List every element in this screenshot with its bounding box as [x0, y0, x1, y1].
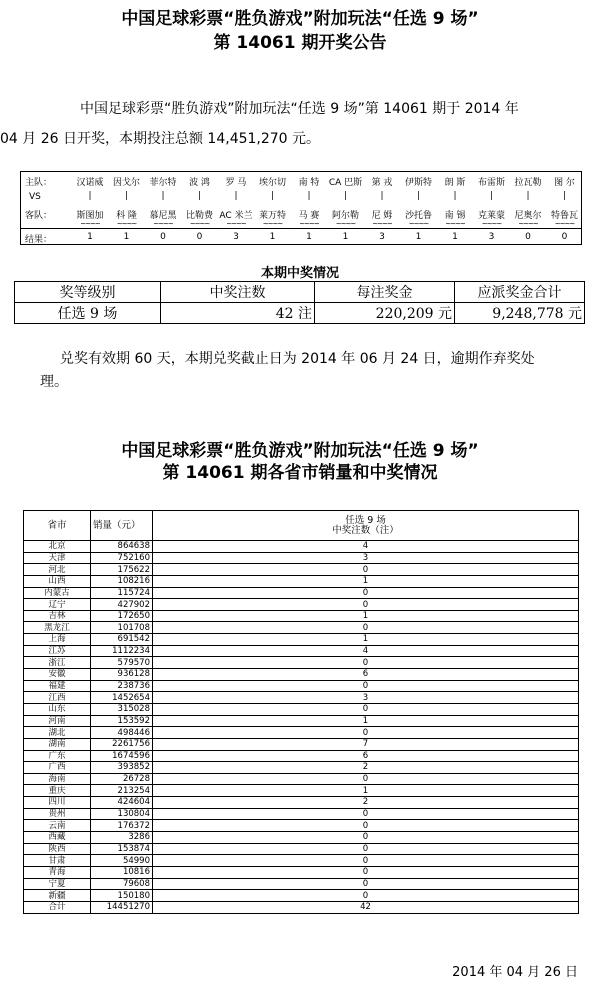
away-team: 南 锡 [444, 211, 466, 221]
vs-mark: | [562, 191, 567, 201]
table-row [24, 878, 579, 890]
wins-value: 0 [153, 564, 579, 576]
province-name: 重庆 [24, 785, 91, 797]
away-team: AC 米兰 [219, 211, 253, 221]
home-team: 罗 马 [225, 178, 247, 188]
team-dashes: ~~~~ [226, 220, 246, 228]
match-result: 0 [525, 232, 531, 242]
sales-value: 54990 [91, 855, 153, 867]
home-team: 波 鸿 [189, 178, 210, 188]
table-row [24, 610, 579, 622]
vs-row-label: VS [29, 192, 41, 202]
vs-mark: | [343, 191, 348, 201]
sales-value: 176372 [91, 820, 153, 832]
sales-value: 579570 [91, 657, 153, 669]
home-team: 布雷斯 [477, 178, 505, 188]
wins-value: 0 [153, 599, 579, 611]
province-name: 湖南 [24, 738, 91, 750]
province-name: 合计 [24, 901, 91, 913]
table-row [24, 762, 579, 774]
match-result: 1 [342, 232, 349, 242]
away-team: 沙托鲁 [404, 211, 432, 221]
table-row [24, 645, 579, 657]
vs-mark: | [88, 191, 92, 201]
away-row-label: 客队： [25, 211, 53, 221]
match-result: 1 [123, 232, 130, 242]
winning-bets-header: 中奖注数 [161, 282, 315, 303]
wins-value: 7 [153, 738, 579, 750]
table-row [24, 855, 579, 867]
table-row [24, 657, 579, 669]
result-row-label: 结果： [25, 235, 53, 245]
home-team: 图 尔 [554, 178, 575, 188]
table-row [24, 785, 579, 797]
province-name: 西藏 [24, 832, 91, 844]
province-table-header-row [24, 511, 579, 541]
team-dashes: ~~~~ [153, 220, 173, 228]
match-result: 1 [269, 232, 276, 242]
wins-value: 1 [153, 634, 579, 646]
wins-value: 3 [153, 552, 579, 564]
sales-value: 1674596 [91, 750, 153, 762]
home-team: 菲尔特 [149, 178, 177, 188]
wins-value: 0 [153, 808, 579, 820]
province-name: 山东 [24, 703, 91, 715]
vs-mark: | [161, 191, 165, 201]
table-row [24, 669, 579, 681]
wins-header-line-1: 任选 9 场 [345, 514, 386, 526]
sales-value: 427902 [91, 599, 153, 611]
table-row [24, 832, 579, 844]
claim-notice-line-2: 理。 [40, 374, 68, 390]
table-row [24, 634, 579, 646]
vs-mark: | [234, 191, 238, 201]
home-team: 拉瓦勒 [514, 178, 542, 188]
away-team: 莱万特 [258, 211, 286, 221]
wins-value: 0 [153, 773, 579, 785]
match-result: 0 [196, 232, 203, 242]
province-name: 云南 [24, 820, 91, 832]
table-row [24, 564, 579, 576]
match-result: 1 [87, 232, 93, 242]
wins-value: 0 [153, 657, 579, 669]
wins-header-line-2: 中奖注数（注） [332, 524, 399, 536]
away-team: 阿尔勒 [331, 211, 359, 221]
home-team: 朗 斯 [444, 178, 466, 188]
table-row [24, 738, 579, 750]
province-name: 青海 [24, 866, 91, 878]
home-team: 汉诺威 [76, 178, 104, 188]
wins-value: 1 [153, 610, 579, 622]
prize-level-value: 任选 9 场 [15, 303, 161, 324]
wins-value: 1 [153, 785, 579, 797]
match-result: 0 [160, 232, 166, 242]
wins-value: 0 [153, 622, 579, 634]
announcement-title: 中国足球彩票“胜负游戏”附加玩法“任选 9 场” [121, 9, 479, 29]
prize-level-header: 奖等级别 [15, 282, 161, 303]
prize-summary-data-row [15, 303, 585, 324]
wins-value: 42 [153, 901, 579, 913]
wins-value: 0 [153, 855, 579, 867]
wins-value: 3 [153, 692, 579, 704]
province-name: 北京 [24, 541, 91, 553]
table-row [24, 541, 579, 553]
wins-value: 0 [153, 832, 579, 844]
table-row [24, 703, 579, 715]
prize-summary-title: 本期中奖情况 [260, 266, 339, 281]
table-row [24, 622, 579, 634]
province-section-subtitle: 第 14061 期各省市销量和中奖情况 [162, 463, 438, 483]
team-dashes: ~~~~ [335, 220, 356, 228]
announcement-subtitle: 第 14061 期开奖公告 [213, 33, 387, 53]
announcement-date: 2014 年 04 月 26 日 [452, 965, 578, 980]
table-row [24, 680, 579, 692]
total-payout-header: 应派奖金合计 [455, 282, 585, 303]
match-result: 1 [452, 232, 458, 242]
home-team: 南 特 [298, 178, 320, 188]
match-result: 3 [379, 232, 385, 242]
wins-value: 4 [153, 645, 579, 657]
table-row [24, 587, 579, 599]
wins-value: 2 [153, 762, 579, 774]
table-row [24, 866, 579, 878]
prize-summary-header-row [15, 282, 585, 303]
table-row [24, 715, 579, 727]
province-name: 新疆 [24, 890, 91, 902]
sales-value: 691542 [91, 634, 153, 646]
intro-line-1: 中国足球彩票“胜负游戏”附加玩法“任选 9 场”第 14061 期于 2014 年 [80, 101, 519, 117]
province-name: 上海 [24, 634, 91, 646]
intro-paragraph [0, 94, 590, 154]
province-name: 山西 [24, 575, 91, 587]
province-name: 广西 [24, 762, 91, 774]
wins-header [153, 511, 579, 541]
province-name: 河北 [24, 564, 91, 576]
vs-mark: | [526, 191, 530, 201]
sales-value: 153874 [91, 843, 153, 855]
match-result: 3 [233, 232, 239, 242]
table-row [24, 808, 579, 820]
vs-mark: | [489, 191, 494, 201]
team-dashes: ~~~~ [408, 220, 429, 228]
wins-value: 0 [153, 727, 579, 739]
match-results-table [20, 171, 582, 245]
table-row [24, 843, 579, 855]
wins-value: 0 [153, 866, 579, 878]
sales-value: 864638 [91, 541, 153, 553]
wins-value: 0 [153, 890, 579, 902]
province-name: 贵州 [24, 808, 91, 820]
team-dashes: ~~~~ [445, 220, 465, 228]
province-name: 浙江 [24, 657, 91, 669]
province-name: 内蒙古 [24, 587, 91, 599]
table-row [24, 599, 579, 611]
province-name: 广东 [24, 750, 91, 762]
home-row-label: 主队： [25, 178, 53, 188]
table-row [24, 750, 579, 762]
claim-notice-line-1: 兑奖有效期 60 天，本期兑奖截止日为 2014 年 06 月 24 日，逾期作弃奖处 [60, 351, 535, 367]
match-result: 1 [415, 232, 422, 242]
wins-value: 0 [153, 878, 579, 890]
away-team: 尼奥尔 [514, 211, 542, 221]
sales-value: 10816 [91, 866, 153, 878]
away-team: 科 隆 [116, 211, 137, 221]
table-row [24, 727, 579, 739]
province-name: 湖北 [24, 727, 91, 739]
province-name: 河南 [24, 715, 91, 727]
prize-per-bet-header: 每注奖金 [315, 282, 455, 303]
province-name: 江西 [24, 692, 91, 704]
sales-value: 115724 [91, 587, 153, 599]
wins-value: 2 [153, 797, 579, 809]
home-team: 因戈尔 [112, 178, 140, 188]
province-name: 黑龙江 [24, 622, 91, 634]
sales-value: 936128 [91, 669, 153, 681]
wins-value: 6 [153, 669, 579, 681]
team-dashes: ~~~~ [518, 220, 538, 228]
sales-value: 175622 [91, 564, 153, 576]
away-team: 比勒费 [185, 211, 213, 221]
away-team: 斯图加 [76, 211, 104, 221]
table-row [24, 575, 579, 587]
province-name: 宁夏 [24, 878, 91, 890]
wins-value: 1 [153, 715, 579, 727]
sales-value: 315028 [91, 703, 153, 715]
province-header: 省市 [24, 511, 91, 541]
vs-mark: | [124, 191, 129, 201]
wins-value: 0 [153, 820, 579, 832]
table-row [24, 797, 579, 809]
sales-value: 26728 [91, 773, 153, 785]
sales-value: 498446 [91, 727, 153, 739]
vs-mark: | [380, 191, 384, 201]
sales-value: 108216 [91, 575, 153, 587]
sales-header: 销量（元） [91, 511, 153, 541]
match-result: 1 [306, 232, 312, 242]
away-team: 特鲁瓦 [550, 211, 578, 221]
sales-value: 213254 [91, 785, 153, 797]
team-dashes: ~~~~ [372, 220, 392, 228]
prize-summary-table [14, 281, 585, 324]
vs-mark: | [307, 191, 311, 201]
team-dashes: ~~~~ [80, 220, 100, 228]
wins-value: 0 [153, 843, 579, 855]
team-dashes: ~~~~ [554, 220, 575, 228]
province-name: 江苏 [24, 645, 91, 657]
wins-value: 0 [153, 703, 579, 715]
away-team: 克莱蒙 [477, 211, 505, 221]
table-row [24, 901, 579, 913]
province-name: 天津 [24, 552, 91, 564]
team-dashes: ~~~~ [189, 220, 210, 228]
sales-value: 1452654 [91, 692, 153, 704]
home-team: CA 巴斯 [328, 178, 363, 188]
wins-value: 0 [153, 587, 579, 599]
away-team: 马 赛 [298, 211, 320, 221]
wins-value: 4 [153, 541, 579, 553]
team-dashes: ~~~~ [299, 220, 319, 228]
prize-per-bet-value: 220,209 元 [315, 303, 455, 324]
team-dashes: ~~~~ [116, 220, 137, 228]
sales-value: 153592 [91, 715, 153, 727]
sales-value: 172650 [91, 610, 153, 622]
vs-mark: | [197, 191, 202, 201]
sales-value: 238736 [91, 680, 153, 692]
province-name: 四川 [24, 797, 91, 809]
province-name: 吉林 [24, 610, 91, 622]
intro-line-2: 04 月 26 日开奖，本期投注总额 14,451,270 元。 [0, 131, 321, 147]
match-result: 0 [561, 232, 568, 242]
province-name: 福建 [24, 680, 91, 692]
sales-value: 752160 [91, 552, 153, 564]
province-name: 海南 [24, 773, 91, 785]
province-name: 陕西 [24, 843, 91, 855]
province-section-title: 中国足球彩票“胜负游戏”附加玩法“任选 9 场” [121, 441, 479, 461]
sales-value: 424604 [91, 797, 153, 809]
sales-value: 101708 [91, 622, 153, 634]
home-team: 埃尔切 [258, 178, 286, 188]
wins-value: 1 [153, 575, 579, 587]
sales-value: 130804 [91, 808, 153, 820]
table-row [24, 773, 579, 785]
province-name: 甘肃 [24, 855, 91, 867]
sales-value: 79608 [91, 878, 153, 890]
away-team: 尼 姆 [371, 211, 393, 221]
table-row [24, 552, 579, 564]
match-result: 3 [488, 232, 495, 242]
sales-value: 2261756 [91, 738, 153, 750]
vs-mark: | [453, 191, 457, 201]
sales-value: 150180 [91, 890, 153, 902]
home-team: 第 戎 [371, 178, 393, 188]
team-dashes: ~~~~ [262, 220, 283, 228]
sales-value: 393852 [91, 762, 153, 774]
sales-value: 14451270 [91, 901, 153, 913]
table-row [24, 890, 579, 902]
sales-value: 3286 [91, 832, 153, 844]
away-team: 慕尼黑 [149, 211, 177, 221]
province-name: 安徽 [24, 669, 91, 681]
wins-value: 6 [153, 750, 579, 762]
winning-bets-value: 42 注 [161, 303, 315, 324]
home-team: 伊斯特 [404, 178, 432, 188]
table-row [24, 820, 579, 832]
sales-value: 1112234 [91, 645, 153, 657]
province-name: 辽宁 [24, 599, 91, 611]
wins-value: 0 [153, 680, 579, 692]
vs-mark: | [416, 191, 421, 201]
vs-mark: | [270, 191, 275, 201]
team-dashes: ~~~~ [481, 220, 502, 228]
table-row [24, 692, 579, 704]
total-payout-value: 9,248,778 元 [455, 303, 585, 324]
result-divider [21, 228, 581, 229]
province-sales-table [23, 510, 579, 914]
